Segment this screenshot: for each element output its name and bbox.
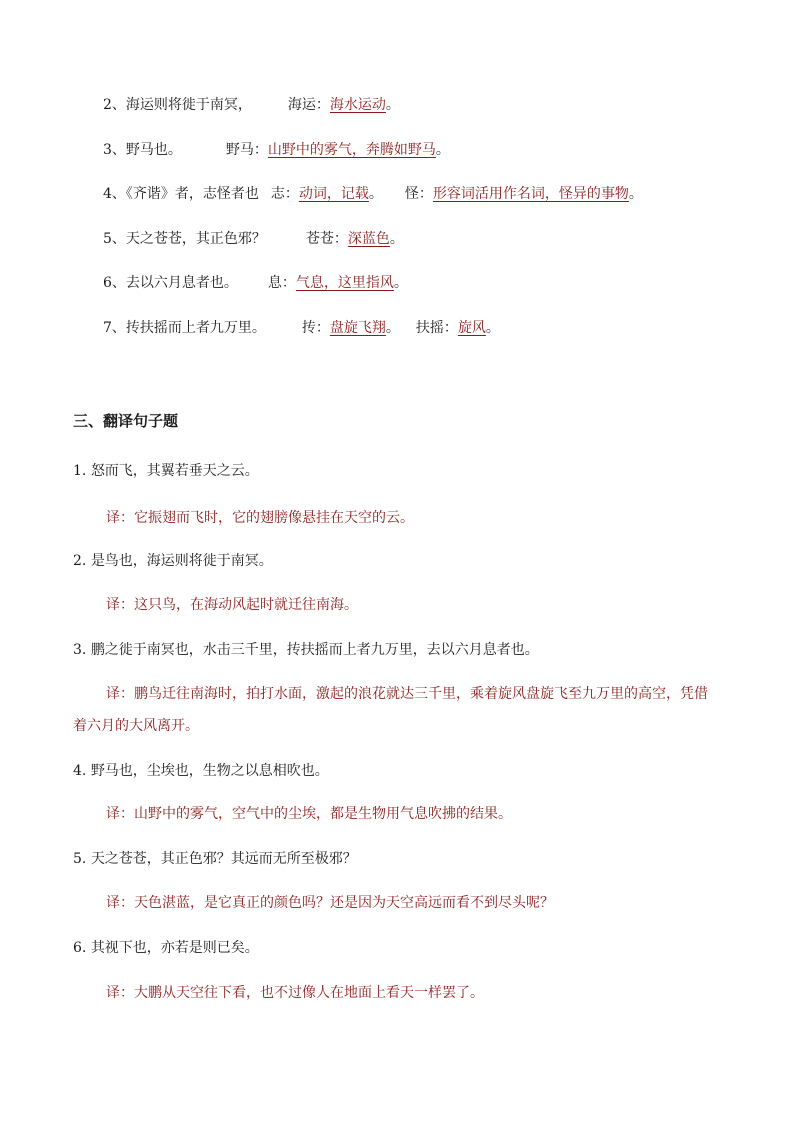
vocab-sentence: 、《齐谐》者，志怪者也 [111,186,259,202]
vocab-item: 2、海运则将徙于南冥， 海运：海水运动。 [103,97,400,113]
vocab-term: 息： [267,275,296,291]
translation-source: 1. 怒而飞，其翼若垂天之云。 [73,463,259,479]
vocab-term: 抟： [301,320,330,336]
vocab-answer: 旋风 [457,320,486,336]
vocab-number: 7 [103,320,112,336]
vocab-term: 海运： [287,97,330,113]
vocab-answer: 深蓝色 [347,231,390,247]
vocab-sentence: 、抟扶摇而上者九万里。 [111,320,266,336]
translation-source: 5. 天之苍苍，其正色邪？其远而无所至极邪？ [73,851,357,867]
vocab-term: 苍苍： [305,231,348,247]
vocab-sentence: 、海运则将徙于南冥， [111,97,252,113]
translation-answer: 译：它振翅而飞时，它的翅膀像悬挂在天空的云。 [106,510,414,526]
vocab-sentence: 、天之苍苍，其正色邪？ [111,231,266,247]
translation-answer: 译：天色湛蓝，是它真正的颜色吗？还是因为天空高远而看不到尽头呢？ [106,895,554,911]
translation-source: 6. 其视下也，亦若是则已矣。 [73,940,259,956]
vocab-number: 2 [103,97,112,113]
translation-answer: 译：山野中的雾气，空气中的尘埃，都是生物用气息吹拂的结果。 [106,806,512,822]
translation-source: 4. 野马也，尘埃也，生物之以息相吹也。 [73,763,329,779]
translation-answer: 译：鹏鸟迁往南海时，拍打水面，激起的浪花就达三千里，乘着旋风盘旋飞至九万里的高空，凭借着六月的大风离开。 [73,686,708,734]
vocab-answer: 盘旋飞翔 [329,320,386,336]
vocab-item: 4、《齐谐》者，志怪者也 志：动词，记载。 怪：形容词活用作名词，怪异的事物。 [103,186,643,202]
translation-source: 2. 是鸟也，海运则将徙于南冥。 [73,553,273,569]
vocab-term: 志： [270,186,299,202]
vocab-answer: 形容词活用作名词，怪异的事物 [432,186,629,202]
translation-answer: 译：大鹏从天空往下看，也不过像人在地面上看天一样罢了。 [106,985,484,1001]
vocab-answer: 气息，这里指风 [295,275,394,291]
vocab-term: 野马： [225,142,268,158]
vocab-item: 6、去以六月息者也。 息：气息，这里指风。 [103,275,408,291]
vocab-sentence: 、野马也。 [111,142,182,158]
section-title: 三、翻译句子题 [73,412,179,430]
vocab-answer: 山野中的雾气，奔腾如野马 [267,142,436,158]
vocab-answer: 动词，记载 [298,186,369,202]
vocab-number: 6 [103,275,112,291]
vocab-sentence: 、去以六月息者也。 [111,275,238,291]
vocab-item: 7、抟扶摇而上者九万里。 抟：盘旋飞翔。 扶摇：旋风。 [103,320,500,336]
translation-answer: 译：这只鸟，在海动风起时就迁往南海。 [106,597,358,613]
vocab-number: 4 [103,186,112,202]
vocab-term: 怪： [404,186,433,202]
vocab-item: 3、野马也。 野马：山野中的雾气，奔腾如野马。 [103,142,450,158]
vocab-item: 5、天之苍苍，其正色邪？ 苍苍：深蓝色。 [103,231,404,247]
translation-source: 3. 鹏之徙于南冥也，水击三千里，抟扶摇而上者九万里，去以六月息者也。 [73,642,539,658]
vocab-number: 3 [103,142,112,158]
vocab-term: 扶摇： [415,320,458,336]
vocab-answer: 海水运动 [329,97,386,113]
vocab-number: 5 [103,231,112,247]
